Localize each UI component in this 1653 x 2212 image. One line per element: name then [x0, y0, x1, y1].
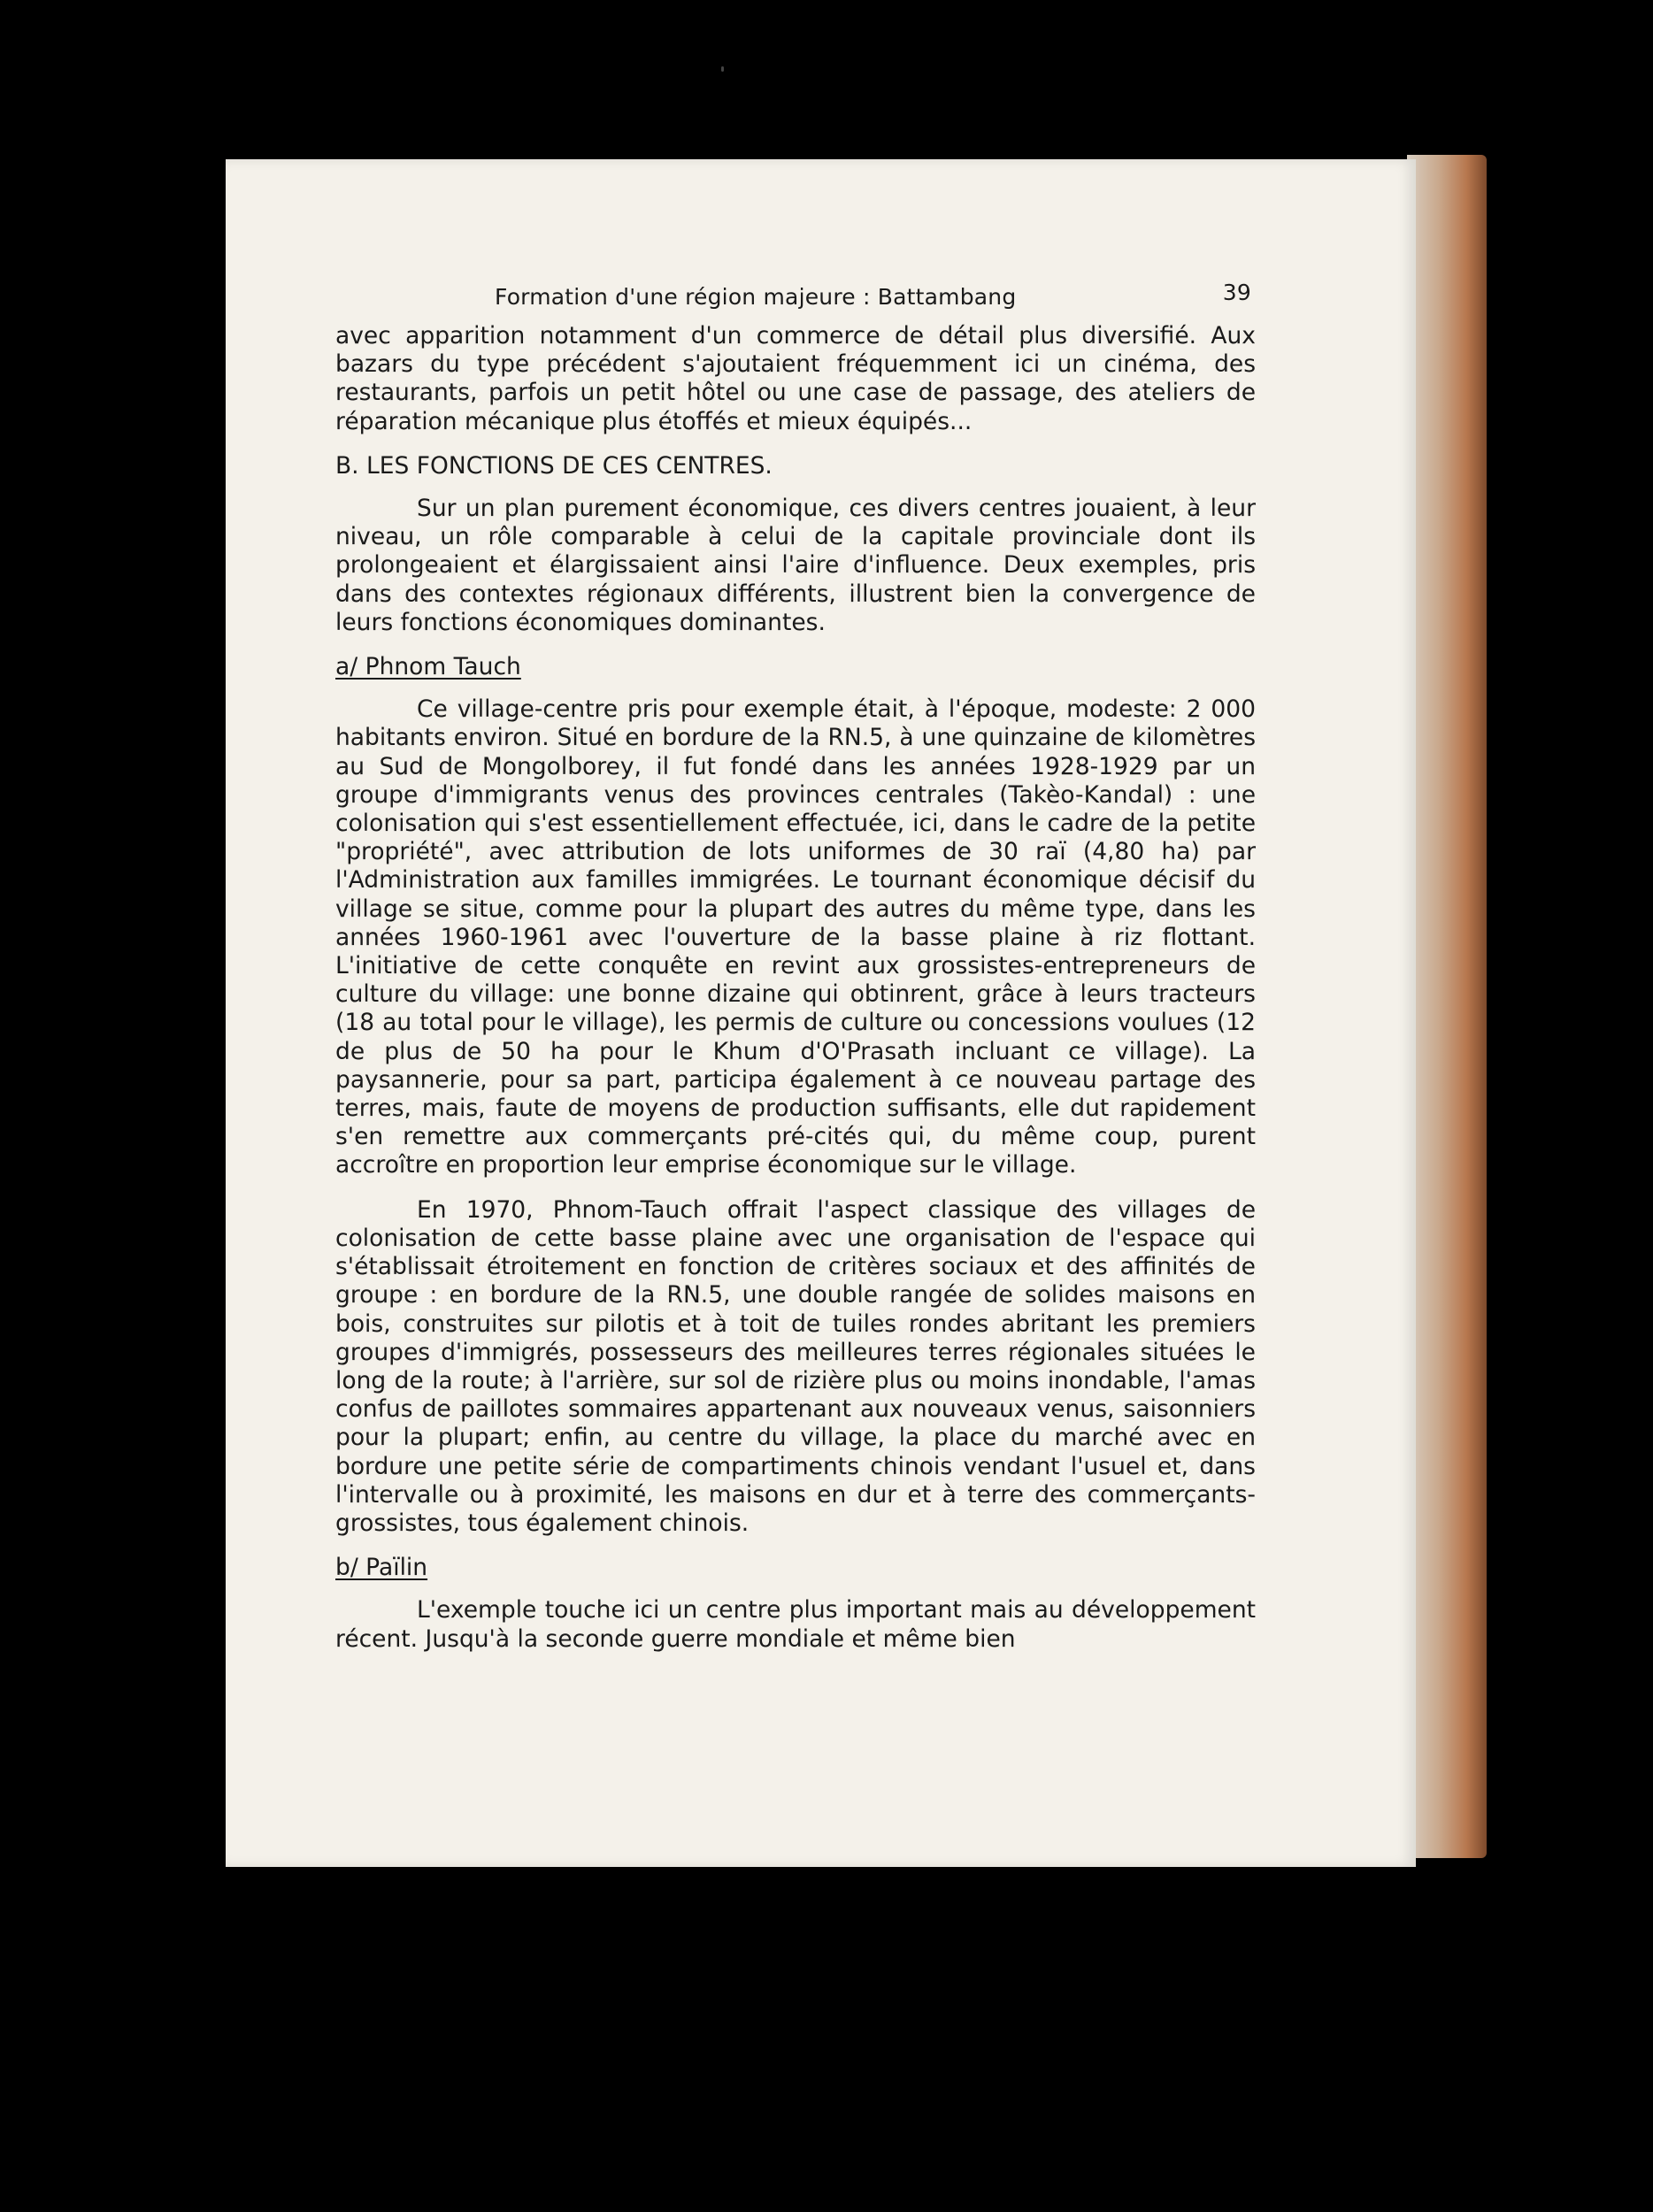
paragraph-economic-plan: Sur un plan purement économique, ces divers centres jouaient, à leur niveau, un rôle comparable à celui de la capitale provinciale dont ils prolongeaient et élargissaient ainsi l'aire d'influence. Deux exemples, pris dans des contextes régionaux différents, illustrent bien la convergence de leurs fonctions économiques dominantes. [335, 495, 1256, 636]
running-header [335, 280, 1256, 319]
subsection-heading-phnom-tauch-text: a/ Phnom Tauch [335, 653, 521, 681]
subsection-heading-phnom-tauch [335, 653, 1256, 681]
page-number: 39 [1222, 280, 1251, 305]
text-block [335, 280, 1256, 1654]
section-heading-b: B. LES FONCTIONS DE CES CENTRES. [335, 451, 773, 480]
subsection-heading-pailin-text: b/ Païlin [335, 1554, 428, 1582]
dust-speck [721, 66, 724, 72]
paragraph-continuation: avec apparition notamment d'un commerce de détail plus diversifié. Aux bazars du type précédent s'ajoutaient fréquemment ici un cinéma, des restaurants, parfois un petit hôtel ou une case de passage, des ateliers de réparation mécanique plus étoffés et mieux équipés... [335, 322, 1256, 435]
paragraph-village-centre: Ce village-centre pris pour exemple était, à l'époque, modeste: 2 000 habitants environ. Situé en bordure de la RN.5, à une quinzaine de kilomètres au Sud de Mongolborey, il fut fondé dans les années 1928-1929 par un groupe d'immigrants venus des provinces centrales (Takèo-Kandal) : une colonisation qui s'est essentiellement effectuée, ici, dans le cadre de la petite "propriété", avec attribution de lots uniformes de 30 raï (4,80 ha) par l'Administration aux familles immigrées. Le tournant économique décisif du village se situe, comme pour la plupart des autres du même type, dans les années 1960-1961 avec l'ouverture de la basse plaine à riz flottant. L'initiative de cette conquête en revint aux grossistes-entrepreneurs de culture du village: une bonne dizaine qui obtinrent, grâce à leurs tracteurs (18 au total pour le village), les permis de culture ou concessions voulues (12 de plus de 50 ha pour le Khum d'O'Prasath incluant ce village). La paysannerie, pour sa part, participa également à ce nouveau partage des terres, mais, faute de moyens de production suffisants, elle dut rapidement s'en remettre aux commerçants pré-cités qui, du même coup, purent accroître en proportion leur emprise économique sur le village. [335, 695, 1256, 1179]
book-page [226, 159, 1416, 1867]
book-page-edges [1407, 155, 1487, 1858]
subsection-heading-pailin [335, 1554, 1256, 1582]
running-header-title: Formation d'une région majeure : Battambang [495, 284, 1017, 310]
paragraph-pailin: L'exemple touche ici un centre plus important mais au développement récent. Jusqu'à la seconde guerre mondiale et même bien [335, 1596, 1256, 1653]
paragraph-phnom-tauch-1970: En 1970, Phnom-Tauch offrait l'aspect classique des villages de colonisation de cette basse plaine avec une organisation de l'espace qui s'établissait étroitement en fonction de critères sociaux et des affinités de groupe : en bordure de la RN.5, une double rangée de solides maisons en bois, construites sur pilotis et à toit de tuiles rondes abritant les premiers groupes d'immigrés, possesseurs des meilleures terres régionales situées le long de la route; à l'arrière, sur sol de rizière plus ou moins inondable, l'amas confus de paillotes sommaires appartenant aux nouveaux venus, saisonniers pour la plupart; enfin, au centre du village, la place du marché avec en bordure une petite série de compartiments chinois vendant l'usuel et, dans l'intervalle ou à proximité, les maisons en dur et à terre des commerçants-grossistes, tous également chinois. [335, 1195, 1256, 1537]
